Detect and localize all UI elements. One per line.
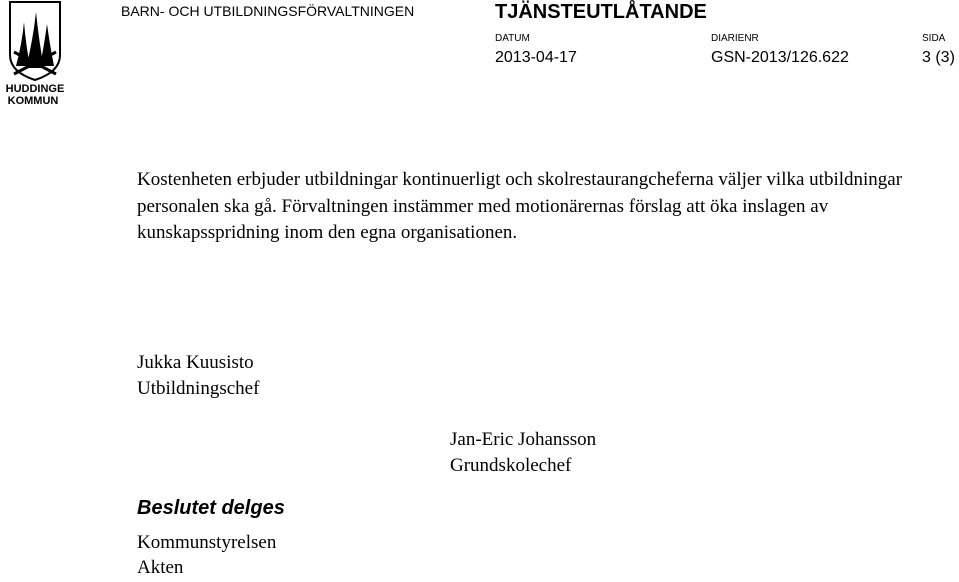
registration-number-value: GSN-2013/126.622 bbox=[711, 49, 849, 66]
distribution-heading: Beslutet delges bbox=[137, 497, 285, 519]
signature-title-1: Utbildningschef bbox=[137, 378, 260, 399]
date-label: DATUM bbox=[495, 33, 530, 44]
signature-name-2: Jan-Eric Johansson bbox=[450, 429, 597, 450]
distribution-recipient-2: Akten bbox=[137, 557, 184, 578]
organization-name: BARN- OCH UTBILDNINGSFÖRVALTNINGEN bbox=[121, 3, 415, 19]
page-label: SIDA bbox=[922, 33, 946, 44]
signature-title-2: Grundskolechef bbox=[450, 455, 572, 476]
logo-text-2: KOMMUN bbox=[7, 95, 59, 107]
date-value: 2013-04-17 bbox=[495, 49, 577, 66]
huddinge-logo bbox=[0, 0, 80, 110]
document-type: TJÄNSTEUTLÅTANDE bbox=[495, 1, 707, 23]
body-paragraph: Kostenheten erbjuder utbildningar kontinuerligt och skolrestaurangcheferna väljer vilka utbildningar personalen ska gå. Förvaltningen instämmer med motionärernas förslag att öka inslagen av kunskapsspridning inom den egna organisationen. bbox=[137, 169, 903, 243]
coat-of-arms-icon bbox=[0, 0, 80, 110]
signature-name-1: Jukka Kuusisto bbox=[137, 352, 254, 373]
distribution-recipient-1: Kommunstyrelsen bbox=[137, 532, 277, 553]
logo-text-1: HUDDINGE bbox=[5, 83, 65, 95]
page-number-value: 3 (3) bbox=[922, 49, 955, 66]
registration-number-label: DIARIENR bbox=[711, 33, 759, 44]
